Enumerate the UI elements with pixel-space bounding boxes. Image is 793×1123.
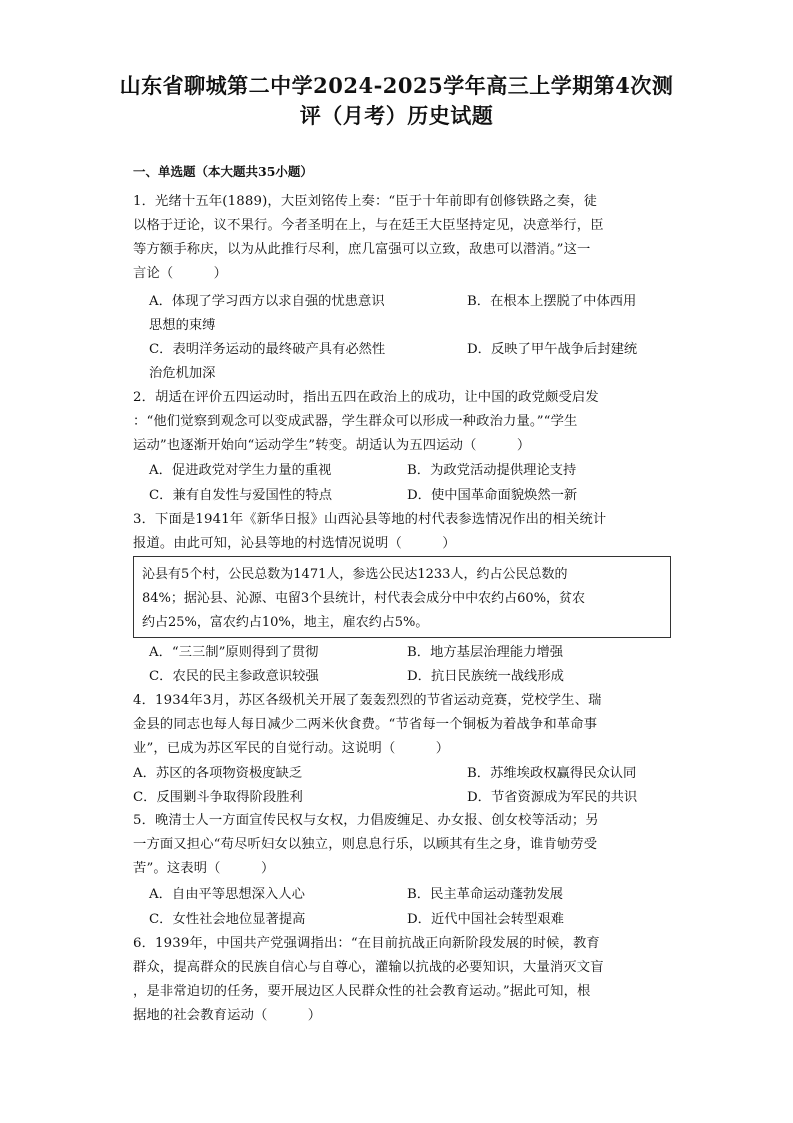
q3-option-b[interactable]: B．地方基层治理能力增强 — [407, 645, 564, 660]
q3-material-line: 84%；据沁县、沁源、屯留3个县统计，村代表会成分中中农约占60%，贫农 — [142, 591, 586, 606]
page-title-line-2: 评（月考）历史试题 — [299, 103, 494, 128]
q5-stem-line: 苦”。这表明（ ） — [133, 861, 275, 876]
q5-option-a[interactable]: A．自由平等思想深入人心 — [149, 887, 305, 902]
q1-option-b-continued: 思想的束缚 — [149, 318, 216, 333]
q1-option-d[interactable]: D．反映了甲午战争后封建统 — [467, 342, 638, 357]
q4-option-b[interactable]: B．苏维埃政权赢得民众认同 — [467, 766, 637, 781]
section-heading: 一、单选题（本大题共35小题） — [133, 164, 313, 179]
q2-option-b[interactable]: B．为政党活动提供理论支持 — [407, 463, 577, 478]
q6-stem-line: 据地的社会教育运动（ ） — [133, 1008, 322, 1023]
q3-option-d[interactable]: D．抗日民族统一战线形成 — [407, 669, 564, 684]
q2-option-d[interactable]: D．使中国革命面貌焕然一新 — [407, 488, 578, 503]
q2-option-a[interactable]: A．促进政党对学生力量的重视 — [149, 463, 332, 478]
q1-option-a[interactable]: A．体现了学习西方以求自强的忧患意识 — [149, 294, 385, 309]
q3-material-line: 约占25%，富农约占10%，地主，雇农约占5%。 — [142, 615, 429, 630]
q3-stem-line: 3．下面是1941年《新华日报》山西沁县等地的村代表参选情况作出的相关统计 — [133, 512, 607, 527]
page-title-line-1: 山东省聊城第二中学2024-2025学年高三上学期第4次测 — [119, 73, 674, 98]
q1-stem-line: 言论（ ） — [133, 266, 228, 281]
q1-option-b[interactable]: B．在根本上摆脱了中体西用 — [467, 294, 637, 309]
q5-option-c[interactable]: C．女性社会地位显著提高 — [149, 912, 306, 927]
q4-option-d[interactable]: D．节省资源成为军民的共识 — [467, 790, 638, 805]
q6-stem-line: 6．1939年，中国共产党强调指出：“在目前抗战正向新阶段发展的时候，教育 — [133, 936, 600, 951]
q4-stem-line: 金县的同志也每人每日减少二两米伙食费。“节省每一个铜板为着战争和革命事 — [133, 717, 598, 732]
q3-option-c[interactable]: C．农民的民主参政意识较强 — [149, 669, 319, 684]
q4-stem-line: 4．1934年3月，苏区各级机关开展了轰轰烈烈的节省运动竞赛，党校学生、瑞 — [133, 693, 602, 708]
q6-stem-line: ，是非常迫切的任务，要开展边区人民群众性的社会教育运动。”据此可知，根 — [133, 984, 591, 999]
q3-stem-line: 报道。由此可知，沁县等地的村选情况说明（ ） — [133, 536, 456, 551]
q5-stem-line: 5．晚清士人一方面宣传民权与女权，力倡废缠足、办女报、创女校等活动；另 — [133, 813, 599, 828]
q4-option-c[interactable]: C．反围剿斗争取得阶段胜利 — [133, 790, 303, 805]
q2-stem-line: ：“他们觉察到观念可以变成武器，学生群众可以形成一种政治力量。”“学生 — [133, 414, 578, 429]
q1-stem-line: 1．光绪十五年(1889)，大臣刘铭传上奏：“臣于十年前即有创修铁路之奏，徒 — [133, 194, 598, 209]
q4-stem-line: 业”，已成为苏区军民的自觉行动。这说明（ ） — [133, 741, 450, 756]
q2-stem-line: 2．胡适在评价五四运动时，指出五四在政治上的成功，让中国的政党颇受启发 — [133, 390, 599, 405]
q1-option-c[interactable]: C．表明洋务运动的最终破产具有必然性 — [149, 342, 386, 357]
q2-option-c[interactable]: C．兼有自发性与爱国性的特点 — [149, 488, 333, 503]
q1-option-d-continued: 治危机加深 — [149, 366, 216, 381]
q4-option-a[interactable]: A．苏区的各项物资极度缺乏 — [133, 766, 303, 781]
q1-stem-line: 等方额手称庆，以为从此推行尽利，庶几富强可以立致，敌患可以潜消。”这一 — [133, 242, 591, 257]
q1-stem-line: 以格于迂论，议不果行。今者圣明在上，与在廷王大臣坚持定见，决意举行，臣 — [133, 218, 604, 233]
q5-option-d[interactable]: D．近代中国社会转型艰难 — [407, 912, 564, 927]
q2-stem-line: 运动”也逐渐开始向“运动学生”转变。胡适认为五四运动（ ） — [133, 438, 531, 453]
q5-stem-line: 一方面又担心“苟尽听妇女以独立，则息息行乐，以顾其有生之身，谁肯劬劳受 — [133, 837, 598, 852]
q5-option-b[interactable]: B．民主革命运动蓬勃发展 — [407, 887, 564, 902]
q6-stem-line: 群众，提高群众的民族自信心与自尊心，灌输以抗战的必要知识，大量消灭文盲 — [133, 960, 604, 975]
q3-material-line: 沁县有5个村，公民总数为1471人，参选公民达1233人，约占公民总数的 — [142, 567, 568, 582]
q3-option-a[interactable]: A．“三三制”原则得到了贯彻 — [149, 645, 319, 660]
